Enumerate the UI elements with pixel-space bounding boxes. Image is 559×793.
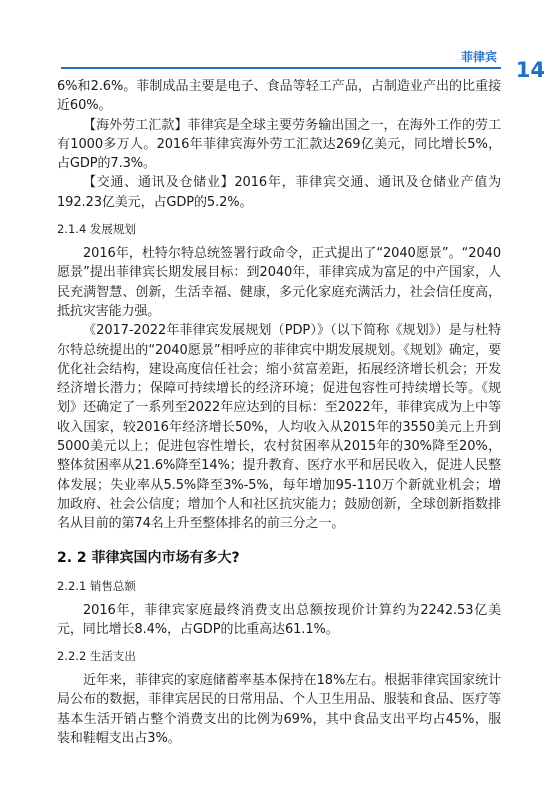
paragraph-pdp-plan: 《2017-2022年菲律宾发展规划（PDP）》（以下简称《规划》）是与杜特尔特总统提出的“2040愿景”相呼应的菲律宾中期发展规划。《规划》确定，要优化社会结构，建设高度信任社会；缩小贫富差距，拓展经济增长机会；开发经济增长潜力；保障可持续增长的经济环境；促进包容性可持续增长等。《规划》还确定了一系列至2022年应达到的目标：至2022年，菲律宾成为上中等收入国家，较2016年经济增长50%，人均收入从2015年的3550美元上升到5000美元以上；促进包容性增长，农村贫困率从2015年的30%降至20%，整体贫困率从21.6%降至14%；提升教育、医疗水平和居民收入，促进人民整体发展；失业率从5.5%降至3%-5%，每年增加95-110万个新就业机会；增加政府、社会公信度；增加个人和社区抗灾能力；鼓励创新，全球创新指数排名从目前的第74名上升至整体排名的前三分之一。 — [57, 323, 501, 532]
header-divider — [61, 67, 501, 69]
paragraph-remittances: 【海外劳工汇款】菲律宾是全球主要劳务输出国之一，在海外工作的劳工有1000多万人。2016年菲律宾海外劳工汇款达269亿美元，同比增长5%，占GDP的7.3%。 — [57, 117, 501, 172]
paragraph-vision-2040: 2016年，杜特尔特总统签署行政命令，正式提出了“2040愿景”。“2040愿景”提出菲律宾长期发展目标：到2040年，菲律宾成为富足的中产国家，人民充满智慧、创新，生活幸福、健康，多元化家庭充满活力，社会信任度高，抵抗灾害能力强。 — [57, 246, 501, 319]
paragraph-consumption: 2016年，菲律宾家庭最终消费支出总额按现价计算约为2242.53亿美元，同比增长8.4%，占GDP的比重高达61.1%。 — [57, 602, 501, 637]
page-body — [57, 77, 501, 748]
section-heading-2-2: 2. 2 菲律宾国内市场有多大? — [57, 549, 240, 566]
paragraph-manufacturing: 6%和2.6%。菲制成品主要是电子、食品等轻工产品，占制造业产出的比重接近60%。 — [57, 79, 501, 114]
page-number: 14 — [515, 58, 545, 82]
section-heading-2-2-1: 2.2.1 销售总额 — [57, 578, 136, 593]
paragraph-transport: 【交通、通讯及仓储业】2016年，菲律宾交通、通讯及仓储业产值为192.23亿美元，占GDP的5.2%。 — [57, 175, 501, 210]
running-header-title: 菲律宾 — [460, 50, 497, 64]
section-heading-2-2-2: 2.2.2 生活支出 — [57, 649, 136, 664]
section-heading-2-1-4: 2.1.4 发展规划 — [57, 222, 136, 237]
paragraph-living-expenses: 近年来，菲律宾的家庭储蓄率基本保持在18%左右。根据菲律宾国家统计局公布的数据，菲律宾居民的日常用品、个人卫生用品、服装和食品、医疗等基本生活开销占整个消费支出的比例为69%，其中食品支出平均占45%，服装和鞋帽支出占3%。 — [57, 673, 501, 747]
